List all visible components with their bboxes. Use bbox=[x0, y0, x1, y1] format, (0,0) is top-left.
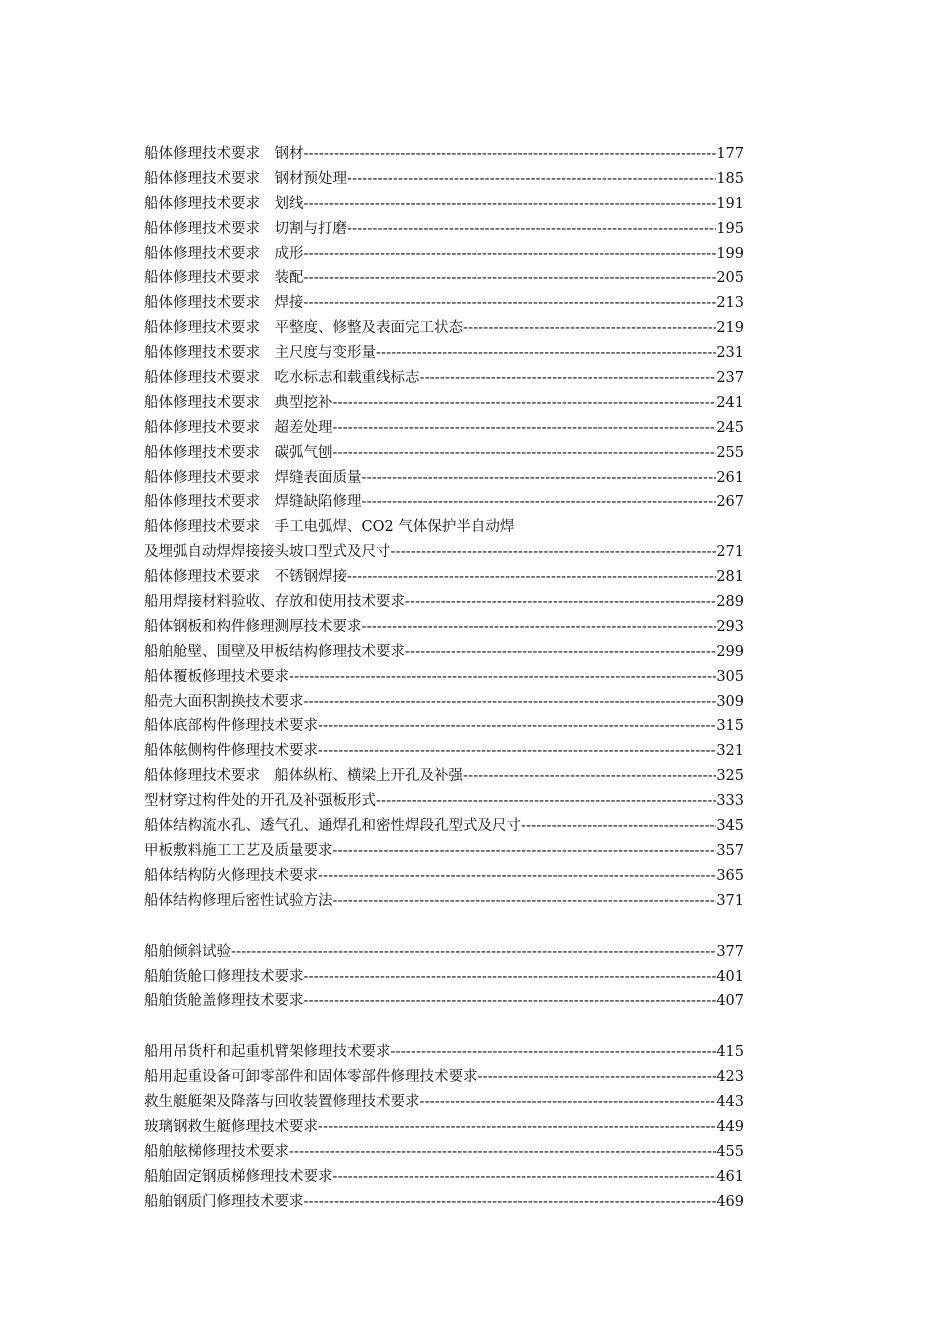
toc-leader-dashes bbox=[333, 889, 717, 914]
toc-leader-dashes bbox=[463, 764, 716, 789]
toc-entry[interactable] bbox=[144, 391, 744, 416]
toc-entry[interactable] bbox=[144, 1115, 744, 1140]
toc-entry-title: 船舶倾斜试验 bbox=[144, 943, 231, 960]
toc-leader-dashes bbox=[304, 192, 717, 217]
toc-leader-dashes bbox=[304, 142, 717, 167]
toc-entry-page-number: 191 bbox=[716, 195, 744, 212]
toc-entry-title: 船用起重设备可卸零部件和固体零部件修理技术要求 bbox=[144, 1069, 478, 1086]
toc-entry-page-number: 213 bbox=[716, 295, 744, 312]
toc-leader-dashes bbox=[347, 565, 716, 590]
toc-entry-page-number: 443 bbox=[716, 1094, 744, 1111]
toc-leader-dashes bbox=[362, 615, 717, 640]
toc-group-equipment bbox=[144, 1040, 744, 1214]
toc-leader-dashes bbox=[289, 1140, 716, 1165]
toc-leader-dashes bbox=[376, 789, 716, 814]
toc-entry-title: 船体修理技术要求 焊缝表面质量 bbox=[144, 469, 362, 486]
toc-entry-page-number: 255 bbox=[716, 444, 744, 461]
toc-leader-dashes bbox=[304, 690, 717, 715]
toc-leader-dashes bbox=[289, 665, 716, 690]
toc-entry-title: 船体修理技术要求 焊接 bbox=[144, 295, 304, 312]
toc-entry[interactable] bbox=[144, 366, 744, 391]
toc-entry[interactable] bbox=[144, 864, 744, 889]
toc-entry-page-number: 309 bbox=[716, 693, 744, 710]
toc-entry-title: 船体修理技术要求 不锈钢焊接 bbox=[144, 569, 347, 586]
toc-entry[interactable] bbox=[144, 615, 744, 640]
toc-leader-dashes bbox=[333, 391, 717, 416]
toc-entry[interactable] bbox=[144, 1040, 744, 1065]
toc-leader-dashes bbox=[391, 1040, 717, 1065]
toc-entry[interactable] bbox=[144, 1140, 744, 1165]
toc-entry-title: 船舶舷梯修理技术要求 bbox=[144, 1143, 289, 1160]
toc-entry-title: 型材穿过构件处的开孔及补强板形式 bbox=[144, 793, 376, 810]
toc-entry-page-number: 305 bbox=[716, 668, 744, 685]
toc-entry-page-number: 261 bbox=[716, 469, 744, 486]
toc-leader-dashes bbox=[463, 316, 716, 341]
toc-entry-title: 船体修理技术要求 装配 bbox=[144, 270, 304, 287]
toc-entry-title: 船体修理技术要求 钢材预处理 bbox=[144, 170, 347, 187]
toc-entry-page-number: 231 bbox=[716, 345, 744, 362]
toc-entry[interactable] bbox=[144, 266, 744, 291]
toc-leader-dashes bbox=[521, 814, 716, 839]
toc-leader-dashes bbox=[318, 739, 716, 764]
toc-entry-page-number: 267 bbox=[716, 494, 744, 511]
toc-entry-title: 船体结构修理后密性试验方法 bbox=[144, 892, 333, 909]
toc-leader-dashes bbox=[333, 441, 717, 466]
toc-entry-page-number: 423 bbox=[716, 1069, 744, 1086]
toc-entry[interactable] bbox=[144, 839, 744, 864]
toc-entry-title: 船体修理技术要求 吃水标志和载重线标志 bbox=[144, 370, 420, 387]
toc-leader-dashes bbox=[347, 217, 716, 242]
toc-leader-dashes bbox=[304, 989, 717, 1014]
toc-entry[interactable] bbox=[144, 989, 744, 1014]
toc-entry[interactable] bbox=[144, 416, 744, 441]
toc-entry-page-number: 237 bbox=[716, 370, 744, 387]
toc-entry-title: 船舶钢质门修理技术要求 bbox=[144, 1193, 304, 1210]
toc-leader-dashes bbox=[318, 714, 716, 739]
toc-entry[interactable] bbox=[144, 242, 744, 267]
toc-entry-title: 船体覆板修理技术要求 bbox=[144, 668, 289, 685]
toc-entry[interactable] bbox=[144, 640, 744, 665]
toc-entry-title: 船舶货舱口修理技术要求 bbox=[144, 968, 304, 985]
toc-entry-title: 船体修理技术要求 平整度、修整及表面完工状态 bbox=[144, 320, 463, 337]
toc-entry-page-number: 219 bbox=[716, 320, 744, 337]
toc-leader-dashes bbox=[231, 940, 716, 965]
toc-entry[interactable] bbox=[144, 1090, 744, 1115]
toc-entry-page-number: 401 bbox=[716, 968, 744, 985]
toc-entry-page-number: 281 bbox=[716, 569, 744, 586]
toc-entry-page-number: 241 bbox=[716, 394, 744, 411]
toc-leader-dashes bbox=[376, 341, 716, 366]
toc-entry-title: 船壳大面积割换技术要求 bbox=[144, 693, 304, 710]
toc-leader-dashes bbox=[420, 1090, 717, 1115]
toc-entry[interactable] bbox=[144, 965, 744, 990]
toc-leader-dashes bbox=[304, 242, 717, 267]
toc-entry-page-number: 415 bbox=[716, 1044, 744, 1061]
toc-entry-page-number: 371 bbox=[716, 892, 744, 909]
toc-leader-dashes bbox=[405, 590, 716, 615]
toc-entry[interactable] bbox=[144, 889, 744, 914]
toc-leader-dashes bbox=[304, 1190, 717, 1215]
toc-entry-page-number: 271 bbox=[716, 544, 744, 561]
toc-entry[interactable] bbox=[144, 789, 744, 814]
toc-entry-title: 船体修理技术要求 钢材 bbox=[144, 146, 304, 162]
toc-group-hull-repair bbox=[144, 142, 744, 914]
toc-entry-title: 及埋弧自动焊焊接接头坡口型式及尺寸 bbox=[144, 544, 391, 561]
toc-leader-dashes bbox=[391, 540, 717, 565]
toc-entry-title: 船体修理技术要求 典型挖补 bbox=[144, 394, 333, 411]
toc-leader-dashes bbox=[478, 1065, 717, 1090]
toc-entry-title: 船体修理技术要求 主尺度与变形量 bbox=[144, 345, 376, 362]
toc-leader-dashes bbox=[304, 965, 717, 990]
toc-entry[interactable] bbox=[144, 1190, 744, 1215]
toc-entry-title: 船体修理技术要求 手工电弧焊、CO2 气体保护半自动焊 bbox=[144, 519, 515, 536]
toc-entry-page-number: 469 bbox=[716, 1193, 744, 1210]
toc-leader-dashes bbox=[347, 167, 716, 192]
toc-entry-title: 船体修理技术要求 划线 bbox=[144, 195, 304, 212]
toc-entry-title: 船体底部构件修理技术要求 bbox=[144, 718, 318, 735]
toc-entry[interactable] bbox=[144, 515, 744, 540]
toc-entry[interactable] bbox=[144, 540, 744, 565]
toc-entry-page-number: 461 bbox=[716, 1168, 744, 1185]
section-gap bbox=[144, 914, 744, 940]
toc-entry[interactable] bbox=[144, 1065, 744, 1090]
toc-entry[interactable] bbox=[144, 940, 744, 965]
toc-entry-page-number: 289 bbox=[716, 594, 744, 611]
toc-entry-title: 船体舷侧构件修理技术要求 bbox=[144, 743, 318, 760]
toc-entry-page-number: 185 bbox=[716, 170, 744, 187]
toc-entry[interactable] bbox=[144, 690, 744, 715]
toc-entry-page-number: 407 bbox=[716, 993, 744, 1010]
toc-entry-page-number: 195 bbox=[716, 220, 744, 237]
toc-entry-page-number: 315 bbox=[716, 718, 744, 735]
toc-entry-page-number: 299 bbox=[716, 643, 744, 660]
toc-leader-dashes bbox=[304, 266, 717, 291]
toc-entry-page-number: 199 bbox=[716, 245, 744, 262]
toc-entry[interactable] bbox=[144, 441, 744, 466]
toc-entry-page-number: 345 bbox=[716, 818, 744, 835]
toc-entry-page-number: 377 bbox=[716, 943, 744, 960]
toc-entry-page-number: 205 bbox=[716, 270, 744, 287]
toc-entry-title: 船舶舱壁、围壁及甲板结构修理技术要求 bbox=[144, 643, 405, 660]
toc-group-hatch bbox=[144, 940, 744, 1015]
toc-entry[interactable] bbox=[144, 217, 744, 242]
toc-leader-dashes bbox=[333, 1165, 717, 1190]
toc-entry[interactable] bbox=[144, 814, 744, 839]
toc-entry-title: 船体结构防火修理技术要求 bbox=[144, 867, 318, 884]
toc-leader-dashes bbox=[318, 1115, 716, 1140]
toc-leader-dashes bbox=[362, 466, 717, 491]
toc-entry[interactable] bbox=[144, 739, 744, 764]
toc-entry-page-number: 293 bbox=[716, 618, 744, 635]
toc-leader-dashes bbox=[333, 416, 717, 441]
toc-entry[interactable] bbox=[144, 490, 744, 515]
toc-entry-page-number: 177 bbox=[716, 146, 744, 162]
toc-entry[interactable] bbox=[144, 565, 744, 590]
toc-leader-dashes bbox=[405, 640, 716, 665]
toc-entry-title: 甲板敷料施工工艺及质量要求 bbox=[144, 842, 333, 859]
toc-entry-page-number: 449 bbox=[716, 1118, 744, 1135]
toc-entry-title: 船舶固定钢质梯修理技术要求 bbox=[144, 1168, 333, 1185]
toc-entry[interactable] bbox=[144, 665, 744, 690]
toc-entry[interactable] bbox=[144, 316, 744, 341]
toc-entry[interactable] bbox=[144, 764, 744, 789]
toc-entry-title: 船体修理技术要求 焊缝缺陷修理 bbox=[144, 494, 362, 511]
toc-entry[interactable] bbox=[144, 167, 744, 192]
toc-entry-page-number: 455 bbox=[716, 1143, 744, 1160]
toc-leader-dashes bbox=[304, 291, 717, 316]
toc-entry-title: 船体修理技术要求 超差处理 bbox=[144, 419, 333, 436]
table-of-contents bbox=[144, 142, 744, 1215]
toc-entry[interactable] bbox=[144, 1165, 744, 1190]
toc-entry-title: 玻璃钢救生艇修理技术要求 bbox=[144, 1118, 318, 1135]
toc-entry-page-number: 321 bbox=[716, 743, 744, 760]
toc-entry-title: 救生艇艇架及降落与回收装置修理技术要求 bbox=[144, 1094, 420, 1111]
toc-entry-page-number: 245 bbox=[716, 419, 744, 436]
toc-entry-title: 船舶货舱盖修理技术要求 bbox=[144, 993, 304, 1010]
toc-leader-dashes bbox=[420, 366, 717, 391]
toc-entry[interactable] bbox=[144, 142, 744, 167]
toc-leader-dashes bbox=[333, 839, 717, 864]
toc-entry-page-number: 333 bbox=[716, 793, 744, 810]
section-gap bbox=[144, 1014, 744, 1040]
toc-entry-title: 船体钢板和构件修理测厚技术要求 bbox=[144, 618, 362, 635]
toc-entry-title: 船用焊接材料验收、存放和使用技术要求 bbox=[144, 594, 405, 611]
toc-entry-page-number: 325 bbox=[716, 768, 744, 785]
toc-entry-page-number: 365 bbox=[716, 867, 744, 884]
toc-entry[interactable] bbox=[144, 466, 744, 491]
toc-entry-title: 船体结构流水孔、透气孔、通焊孔和密性焊段孔型式及尺寸 bbox=[144, 818, 521, 835]
toc-entry-title: 船体修理技术要求 碳弧气刨 bbox=[144, 444, 333, 461]
toc-entry[interactable] bbox=[144, 714, 744, 739]
toc-entry-page-number: 357 bbox=[716, 842, 744, 859]
toc-entry-title: 船用吊货杆和起重机臂架修理技术要求 bbox=[144, 1044, 391, 1061]
toc-leader-dashes bbox=[318, 864, 716, 889]
toc-entry-title: 船体修理技术要求 船体纵桁、横梁上开孔及补强 bbox=[144, 768, 463, 785]
toc-entry[interactable] bbox=[144, 590, 744, 615]
toc-entry-title: 船体修理技术要求 切割与打磨 bbox=[144, 220, 347, 237]
toc-entry[interactable] bbox=[144, 192, 744, 217]
toc-entry[interactable] bbox=[144, 341, 744, 366]
toc-entry-title: 船体修理技术要求 成形 bbox=[144, 245, 304, 262]
toc-entry[interactable] bbox=[144, 291, 744, 316]
toc-leader-dashes bbox=[362, 490, 717, 515]
